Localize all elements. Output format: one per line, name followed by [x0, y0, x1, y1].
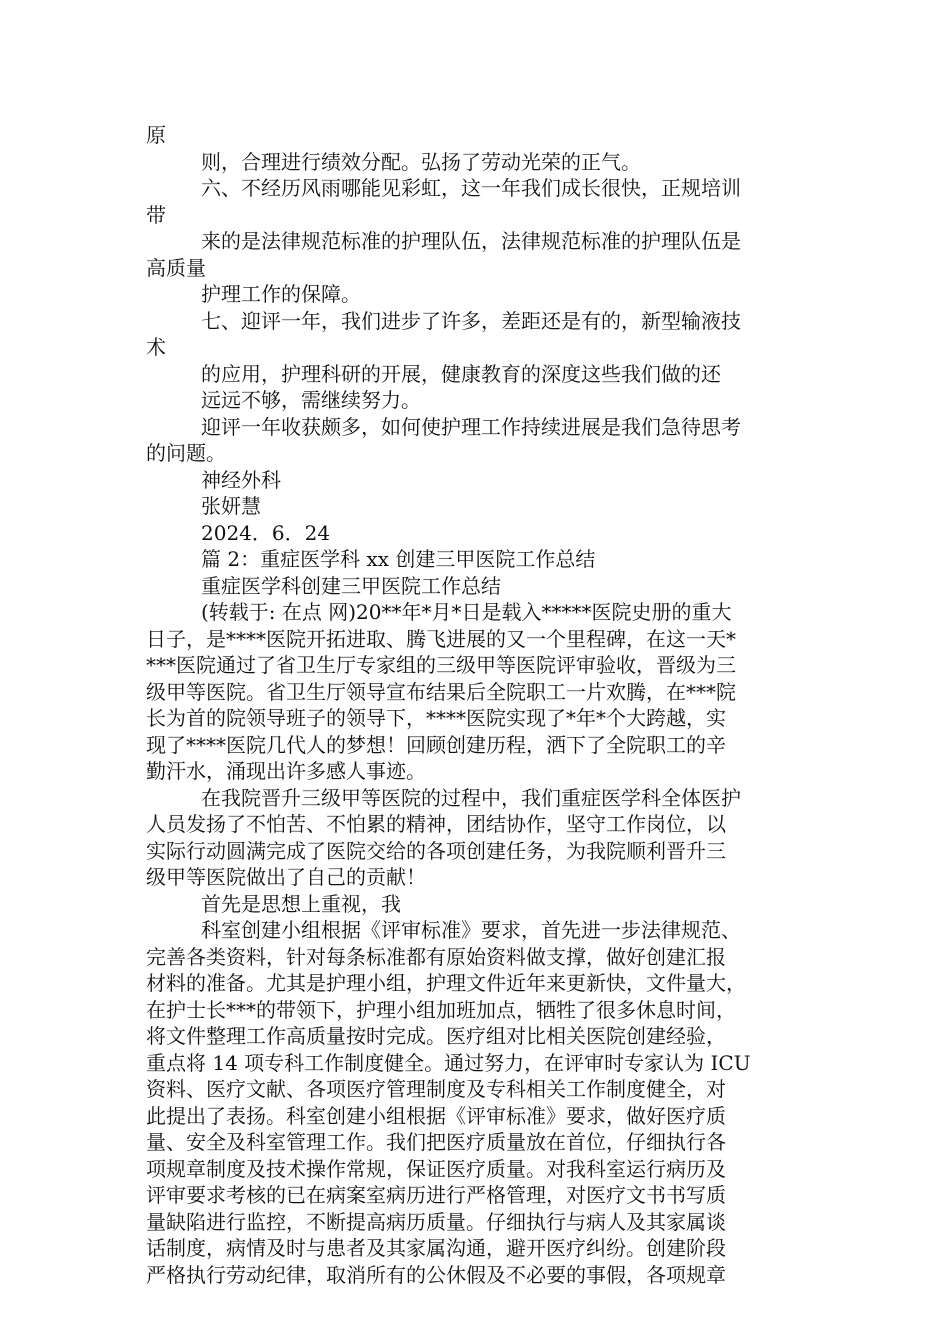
- text-line: 在护士长***的带领下，护理小组加班加点，牺牲了很多休息时间，: [146, 997, 736, 1022]
- text-line: 人员发扬了不怕苦、不怕累的精神，团结协作，坚守工作岗位，以: [146, 812, 726, 836]
- text-line: 量缺陷进行监控，不断提高病历质量。仔细执行与病人及其家属谈: [146, 1209, 726, 1234]
- document-body: [146, 122, 826, 1288]
- text-line: 首先是思想上重视，我: [201, 891, 401, 916]
- text-line: 资料、医疗文献、各项医疗管理制度及专科相关工作制度健全，对: [146, 1077, 726, 1101]
- text-line: 实际行动圆满完成了医院交给的各项创建任务，为我院顺利晋升三: [146, 838, 726, 863]
- text-line: (转载于: 在点 网)20**年*月*日是载入*****医院史册的重大: [201, 600, 732, 624]
- text-line: 科室创建小组根据《评审标准》要求，首先进一步法律规范、: [201, 918, 741, 942]
- text-line: 迎评一年收获颇多，如何使护理工作持续进展是我们急待思考: [201, 414, 741, 439]
- text-line: 重点将 14 项专科工作制度健全。通过努力，在评审时专家认为 ICU: [146, 1050, 751, 1075]
- text-line: 重症医学科创建三甲医院工作总结: [201, 573, 501, 598]
- text-line: 将文件整理工作高质量按时完成。医疗组对比相关医院创建经验，: [146, 1024, 726, 1048]
- text-line: 远远不够，需继续努力。: [201, 388, 421, 412]
- text-line: 七、迎评一年，我们进步了许多，差距还是有的，新型输液技: [201, 308, 741, 333]
- text-line: 完善各类资料，针对每条标准都有原始资料做支撑，做好创建汇报: [146, 944, 726, 969]
- text-line: 长为首的院领导班子的领导下，****医院实现了*年*个大跨越，实: [146, 706, 726, 730]
- text-line: 带: [146, 202, 166, 227]
- text-line: 严格执行劳动纪律，取消所有的公休假及不必要的事假，各项规章: [146, 1262, 726, 1287]
- text-line: 材料的准备。尤其是护理小组，护理文件近年来更新快，文件量大，: [146, 971, 746, 995]
- text-line: 级甲等医院做出了自己的贡献！: [146, 865, 426, 889]
- text-line: 来的是法律规范标准的护理队伍，法律规范标准的护理队伍是: [201, 229, 741, 253]
- text-line: 的问题。: [146, 441, 226, 465]
- text-line: 此提出了表扬。科室创建小组根据《评审标准》要求，做好医疗质: [146, 1103, 726, 1128]
- text-line: 张妍慧: [201, 494, 261, 518]
- text-line: 则，合理进行绩效分配。弘扬了劳动光荣的正气。: [201, 149, 641, 174]
- text-line: 现了****医院几代人的梦想！回顾创建历程，洒下了全院职工的辛: [146, 732, 726, 757]
- text-line: 原: [146, 123, 166, 147]
- text-line: 神经外科: [201, 467, 281, 492]
- text-line: 的应用，护理科研的开展，健康教育的深度这些我们做的还: [201, 361, 721, 386]
- text-line: 勤汗水，涌现出许多感人事迹。: [146, 759, 426, 783]
- text-line: 高质量: [146, 255, 206, 280]
- text-line: 术: [146, 335, 166, 359]
- text-line: 篇 2：重症医学科 xx 创建三甲医院工作总结: [201, 547, 596, 571]
- text-line: ***医院通过了省卫生厅专家组的三级甲等医院评审验收，晋级为三: [146, 653, 736, 677]
- text-line: 护理工作的保障。: [201, 282, 361, 306]
- text-line: 量、安全及科室管理工作。我们把医疗质量放在首位，仔细执行各: [146, 1130, 726, 1154]
- text-line: 级甲等医院。省卫生厅领导宣布结果后全院职工一片欢腾，在***院: [146, 679, 736, 704]
- text-line: 日子，是****医院开拓进取、腾飞进展的又一个里程碑，在这一天*: [146, 626, 736, 651]
- text-line: 六、不经历风雨哪能见彩虹，这一年我们成长很快，正规培训: [201, 176, 741, 200]
- text-line: 在我院晋升三级甲等医院的过程中，我们重症医学科全体医护: [201, 785, 741, 810]
- text-line: 2024．6．24: [201, 520, 331, 545]
- text-line: 项规章制度及技术操作常规，保证医疗质量。对我科室运行病历及: [146, 1156, 726, 1181]
- text-line: 话制度，病情及时与患者及其家属沟通，避开医疗纠纷。创建阶段: [146, 1236, 726, 1260]
- text-line: 评审要求考核的已在病案室病历进行严格管理，对医疗文书书写质: [146, 1183, 726, 1207]
